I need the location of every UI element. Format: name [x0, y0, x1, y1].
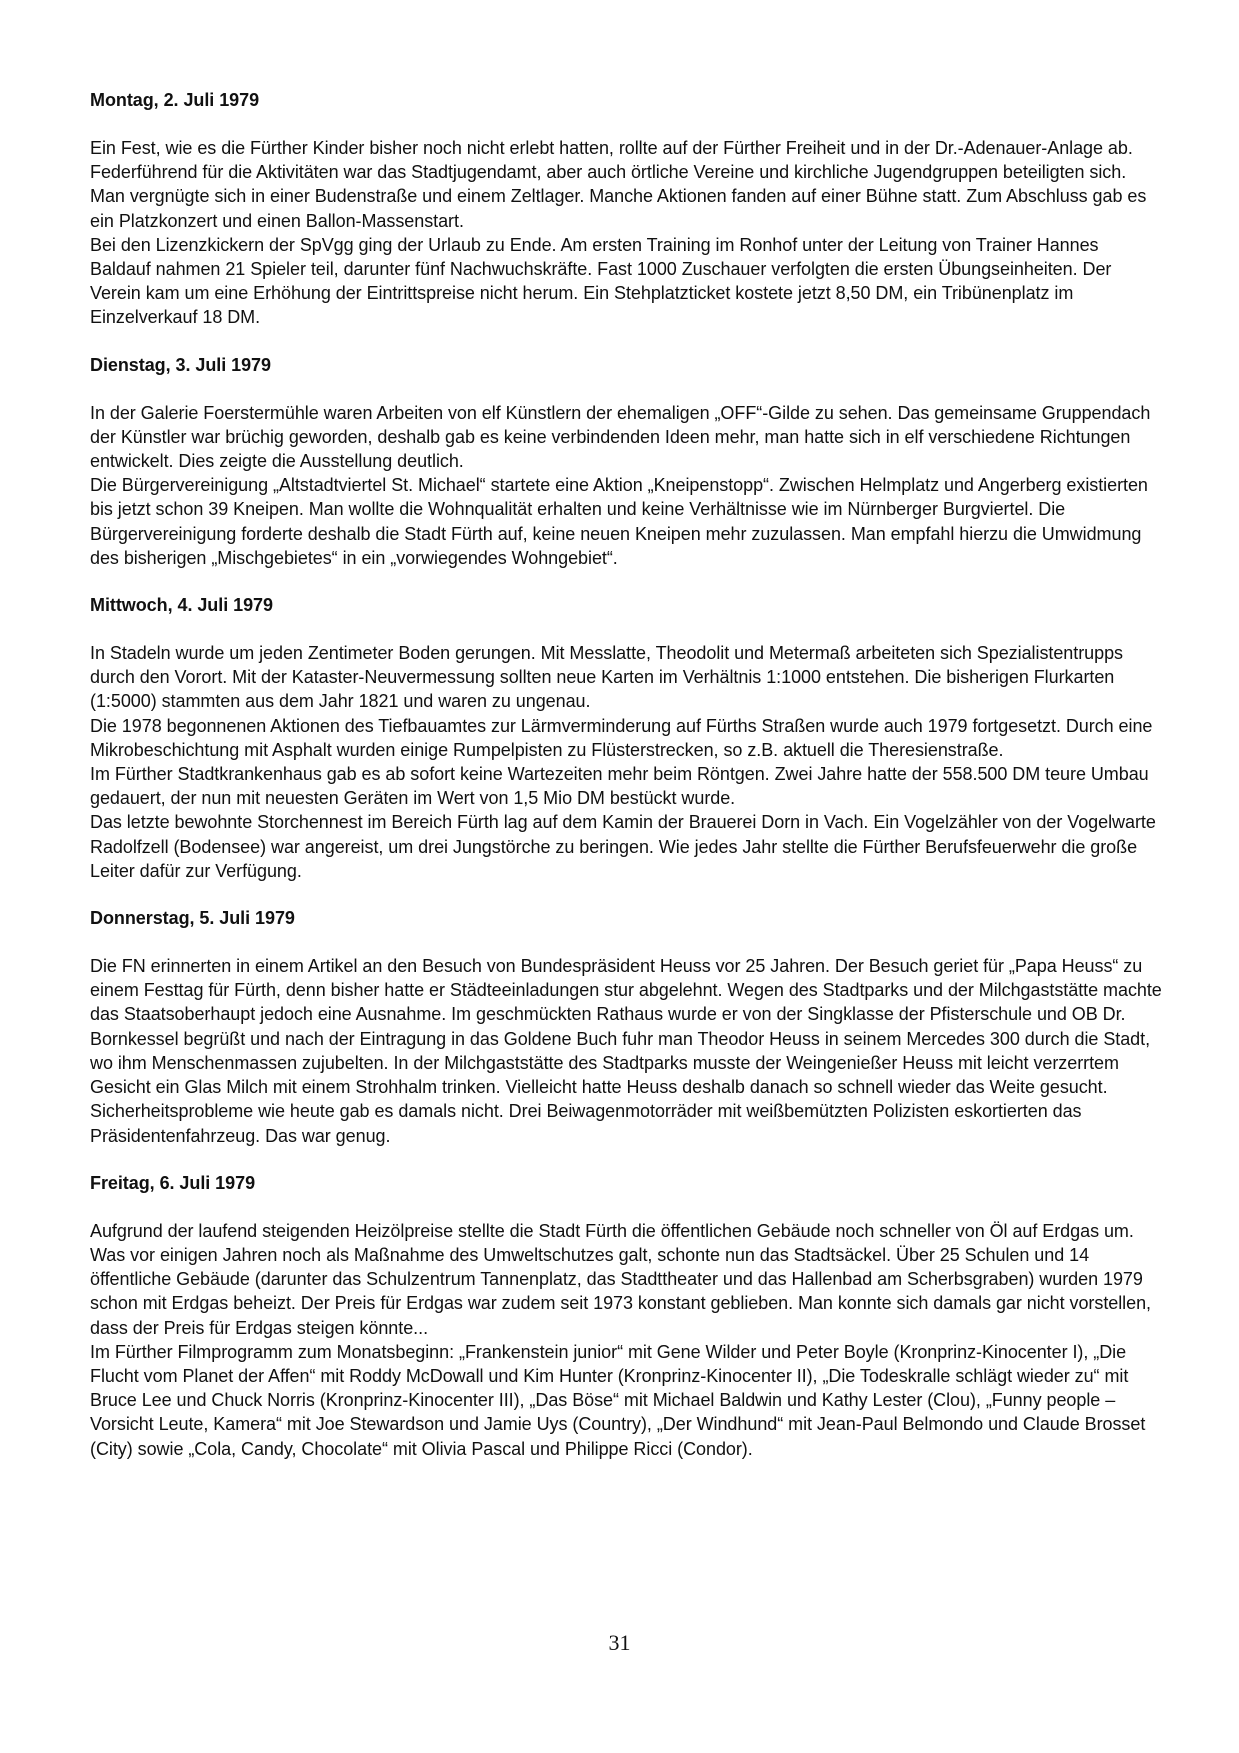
entry-paragraph: Im Fürther Stadtkrankenhaus gab es ab sofort keine Wartezeiten mehr beim Röntgen. Zwei Jahre hatte der 558.500 DM teure Umbau gedauert, der nun mit neuesten Geräten im Wert von 1,5 Mio DM bestückt wurde. — [90, 764, 1149, 809]
entry-paragraph: Bei den Lizenzkickern der SpVgg ging der Urlaub zu Ende. Am ersten Training im Ronhof unter der Leitung von Trainer Hannes Baldauf nahmen 21 Spieler teil, darunter fünf Nachwuchskräfte. Fast 1000 Zuschauer verfolgten die ersten Übungseinheiten. Der Verein kam um eine Erhöhung der Eintrittspreise nicht herum. Ein Stehplatzticket kostete jetzt 8,50 DM, ein Tribünenplatz im Einzelverkauf 18 DM. — [90, 234, 1112, 328]
entry-paragraph: Aufgrund der laufend steigenden Heizölpreise stellte die Stadt Fürth die öffentlichen Gebäude noch schneller von Öl auf Erdgas um. Was vor einigen Jahren noch als Maßnahme des Umweltschutzes galt, schonte nun das Stadtsäckel. Über 25 Schulen und 14 öffentliche Gebäude (darunter das Schulzentrum Tannenplatz, das Stadttheater und das Hallenbad am Scherbsgraben) wurden 1979 schon mit Erdgas beheizt. Der Preis für Erdgas war zudem seit 1973 konstant geblieben. Man konnte sich damals gar nicht vorstellen, dass der Preis für Erdgas steigen könnte... — [90, 1220, 1151, 1338]
entry-paragraph: Die FN erinnerten in einem Artikel an den Besuch von Bundespräsident Heuss vor 25 Jahren. Der Besuch geriet für „Papa Heuss“ zu einem Festtag für Fürth, denn bisher hatte er Städteeinladungen stur abgelehnt. Wegen des Stadtparks und der Milchgaststätte machte das Staatsoberhaupt jedoch eine Ausnahme. Im geschmückten Rathaus wurde er von der Singklasse der Pfisterschule und OB Dr. Bornkessel begrüßt und nach der Eintragung in das Goldene Buch fuhr man Theodor Heuss in seinem Mercedes 300 durch die Stadt, wo ihm Menschenmassen zujubelten. In der Milchgaststätte des Stadtparks musste der Weingenießer Heuss mit leicht verzerrtem Gesicht ein Glas Milch mit einem Strohhalm trinken. Vielleicht hatte Heuss deshalb danach so schnell wieder das Weite gesucht. Sicherheitsprobleme wie heute gab es damals nicht. Drei Beiwagenmotorräder mit weißbemützten Polizisten eskortierten das Präsidentenfahrzeug. Das war genug. — [90, 956, 1162, 1146]
entry-date-heading: Montag, 2. Juli 1979 — [90, 90, 260, 110]
entry-paragraph: In der Galerie Foerstermühle waren Arbeiten von elf Künstlern der ehemaligen „OFF“-Gilde zu sehen. Das gemeinsame Gruppendach der Künstler war brüchig geworden, deshalb gab es keine verbindenden Ideen mehr, man hatte sich in elf verschiedene Richtungen entwickelt. Dies zeigte die Ausstellung deutlich. — [90, 402, 1151, 472]
entry-paragraph: Die Bürgervereinigung „Altstadtviertel St. Michael“ startete eine Aktion „Kneipenstopp“. Zwischen Helmplatz und Angerberg existierten bis jetzt schon 39 Kneipen. Man wollte die Wohnqualität erhalten und keine Verhältnisse wie im Nürnberger Burgviertel. Die Bürgervereinigung forderte deshalb die Stadt Fürth auf, keine neuen Kneipen mehr zuzulassen. Man empfahl hierzu die Umwidmung des bisherigen „Mischgebietes“ in ein „vorwiegendes Wohngebiet“. — [90, 475, 1148, 568]
entry-paragraph: Im Fürther Filmprogramm zum Monatsbeginn: „Frankenstein junior“ mit Gene Wilder und Peter Boyle (Kronprinz-Kinocenter I), „Die Flucht vom Planet der Affen“ mit Roddy McDowall und Kim Hunter (Kronprinz-Kinocenter II), „Die Todeskralle schlägt wieder zu“ mit Bruce Lee und Chuck Norris (Kronprinz-Kinocenter III), „Das Böse“ mit Michael Baldwin und Kathy Lester (Clou), „Funny people – Vorsicht Leute, Kamera“ mit Joe Stewardson und Jamie Uys (Country), „Der Windhund“ mit Jean-Paul Belmondo und Claude Brosset (City) sowie „Cola, Candy, Chocolate“ mit Olivia Pascal und Philippe Ricci (Condor). — [90, 1341, 1146, 1459]
document-page — [90, 88, 1162, 1484]
diary-entry-tuesday — [90, 353, 1162, 570]
entry-paragraph: Ein Fest, wie es die Fürther Kinder bisher noch nicht erlebt hatten, rollte auf der Fürther Freiheit und in der Dr.-Adenauer-Anlage ab. Federführend für die Aktivitäten war das Stadtjugendamt, aber auch örtliche Vereine und kirchliche Jugendgruppen beteiligten sich. Man vergnügte sich in einer Budenstraße und einem Zeltlager. Manche Aktionen fanden auf einer Bühne statt. Zum Abschluss gab es ein Platzkonzert und einen Ballon-Massenstart. — [90, 138, 1147, 231]
diary-entry-wednesday — [90, 593, 1162, 883]
diary-entry-monday — [90, 88, 1162, 330]
entry-date-heading: Donnerstag, 5. Juli 1979 — [90, 908, 295, 929]
diary-entry-friday — [90, 1171, 1162, 1461]
entry-date-heading: Dienstag, 3. Juli 1979 — [90, 354, 271, 375]
page-number: 31 — [608, 1630, 631, 1655]
entry-paragraph: Das letzte bewohnte Storchennest im Bereich Fürth lag auf dem Kamin der Brauerei Dorn in Vach. Ein Vogelzähler von der Vogelwarte Radolfzell (Bodensee) war angereist, um drei Jungstörche zu beringen. Wie jedes Jahr stellte die Fürther Berufsfeuerwehr die große Leiter dafür zur Verfügung. — [90, 812, 1156, 881]
entry-paragraph: Die 1978 begonnenen Aktionen des Tiefbauamtes zur Lärmverminderung auf Fürths Straßen wurde auch 1979 fortgesetzt. Durch eine Mikrobeschichtung mit Asphalt wurden einige Rumpelpisten zu Flüsterstrecken, so z.B. aktuell die Theresienstraße. — [90, 715, 1153, 760]
diary-entry-thursday — [90, 906, 1162, 1148]
entry-date-heading: Freitag, 6. Juli 1979 — [90, 1172, 256, 1193]
entry-date-heading: Mittwoch, 4. Juli 1979 — [90, 595, 273, 616]
entry-paragraph: In Stadeln wurde um jeden Zentimeter Boden gerungen. Mit Messlatte, Theodolit und Metermaß arbeiteten sich Spezialistentrupps durch den Vorort. Mit der Kataster-Neuvermessung sollten neue Karten im Verhältnis 1:1000 entstehen. Die bisherigen Flurkarten (1:5000) stammten aus dem Jahr 1821 und waren zu ungenau. — [90, 643, 1123, 712]
